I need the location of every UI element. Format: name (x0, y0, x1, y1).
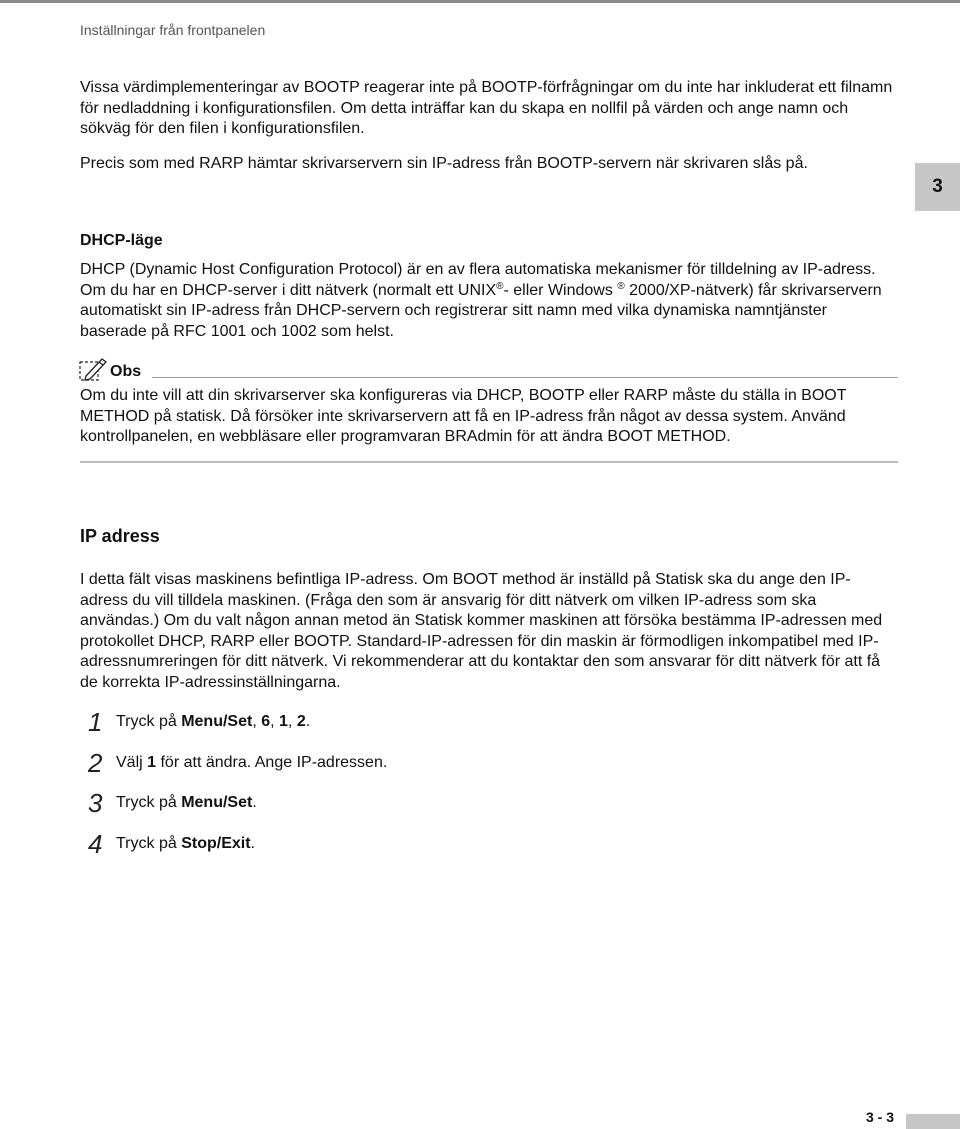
step-text: Tryck på Menu/Set. (116, 794, 257, 811)
step-number: 1 (88, 707, 103, 737)
page-number: 3 - 3 (866, 1109, 895, 1125)
top-rule (0, 0, 960, 3)
dhcp-text-c: 2000/XP-nätverk) får skrivarservern automatiskt sin IP-adress från DHCP-servern och registrerar sitt namn med vilka dynamiska namntjänster baserade på RFC 1001 och 1002 som helst. (80, 281, 882, 340)
registered-mark: ® (496, 280, 504, 292)
note-bottom-rule (80, 461, 898, 463)
page-header: Inställningar från frontpanelen (80, 22, 266, 38)
chapter-tab (915, 163, 960, 211)
dhcp-paragraph (80, 260, 898, 342)
step-number: 4 (88, 829, 103, 859)
step-number: 2 (88, 748, 103, 778)
registered-mark: ® (617, 280, 625, 292)
note-top-rule (152, 377, 898, 378)
note-label: Obs (110, 363, 142, 380)
note-text: Om du inte vill att din skrivarserver ska konfigureras via DHCP, BOOTP eller RARP måste du ställa in BOOT METHOD på statisk. Då försöker inte skrivarservern att få en IP-adress från något av dessa system. Använd kontrollpanelen, en webbläsare eller programvaran BRAdmin för att ändra BOOT METHOD. (80, 387, 847, 445)
dhcp-heading: DHCP-läge (80, 232, 163, 249)
dhcp-text-b: - eller Windows (503, 281, 613, 299)
step-text: Tryck på Menu/Set, 6, 1, 2. (116, 713, 311, 730)
chapter-number: 3 (932, 176, 943, 197)
footer-bar (906, 1114, 960, 1129)
note-pencil-icon (78, 356, 108, 382)
step-text: Tryck på Stop/Exit. (116, 835, 255, 852)
ip-heading: IP adress (80, 526, 160, 546)
ip-paragraph: I detta fält visas maskinens befintliga IP-adress. Om BOOT method är inställd på Statisk ska du ange den IP-adress du vill tilldela maskinen. (Fråga den som är ansvarig för ditt nätverk om vilken IP-adress som ska användas.) Om du valt någon annan metod än Statisk kommer maskinen att försöka bestämma IP-adressen med protokollet DHCP, RARP eller BOOTP. Standard-IP-adressen för din maskin är förmodligen inkompatibel med IP-adressnumreringen för ditt nätverk. Vi rekommenderar att du kontaktar den som ansvarar för ditt nätverk för att få de korrekta IP-adressinställningarna. (80, 571, 883, 691)
intro-paragraph-1: Vissa värdimplementeringar av BOOTP reagerar inte på BOOTP-förfrågningar om du inte har inkluderat ett filnamn för nedladdning i konfigurationsfilen. Om detta inträffar kan du skapa en nollfil på värden och ange namn och sökväg för den filen i konfigurationsfilen. (80, 79, 893, 137)
step-number: 3 (88, 788, 103, 818)
dhcp-text-a: DHCP (Dynamic Host Configuration Protocol) är en av flera automatiska mekanismer för tilldelning av IP-adress. Om du har en DHCP-server i ditt nätverk (normalt ett UNIX (80, 261, 876, 299)
intro-paragraph-2: Precis som med RARP hämtar skrivarservern sin IP-adress från BOOTP-servern när skrivaren slås på. (80, 155, 808, 172)
step-text: Välj 1 för att ändra. Ange IP-adressen. (116, 754, 388, 771)
